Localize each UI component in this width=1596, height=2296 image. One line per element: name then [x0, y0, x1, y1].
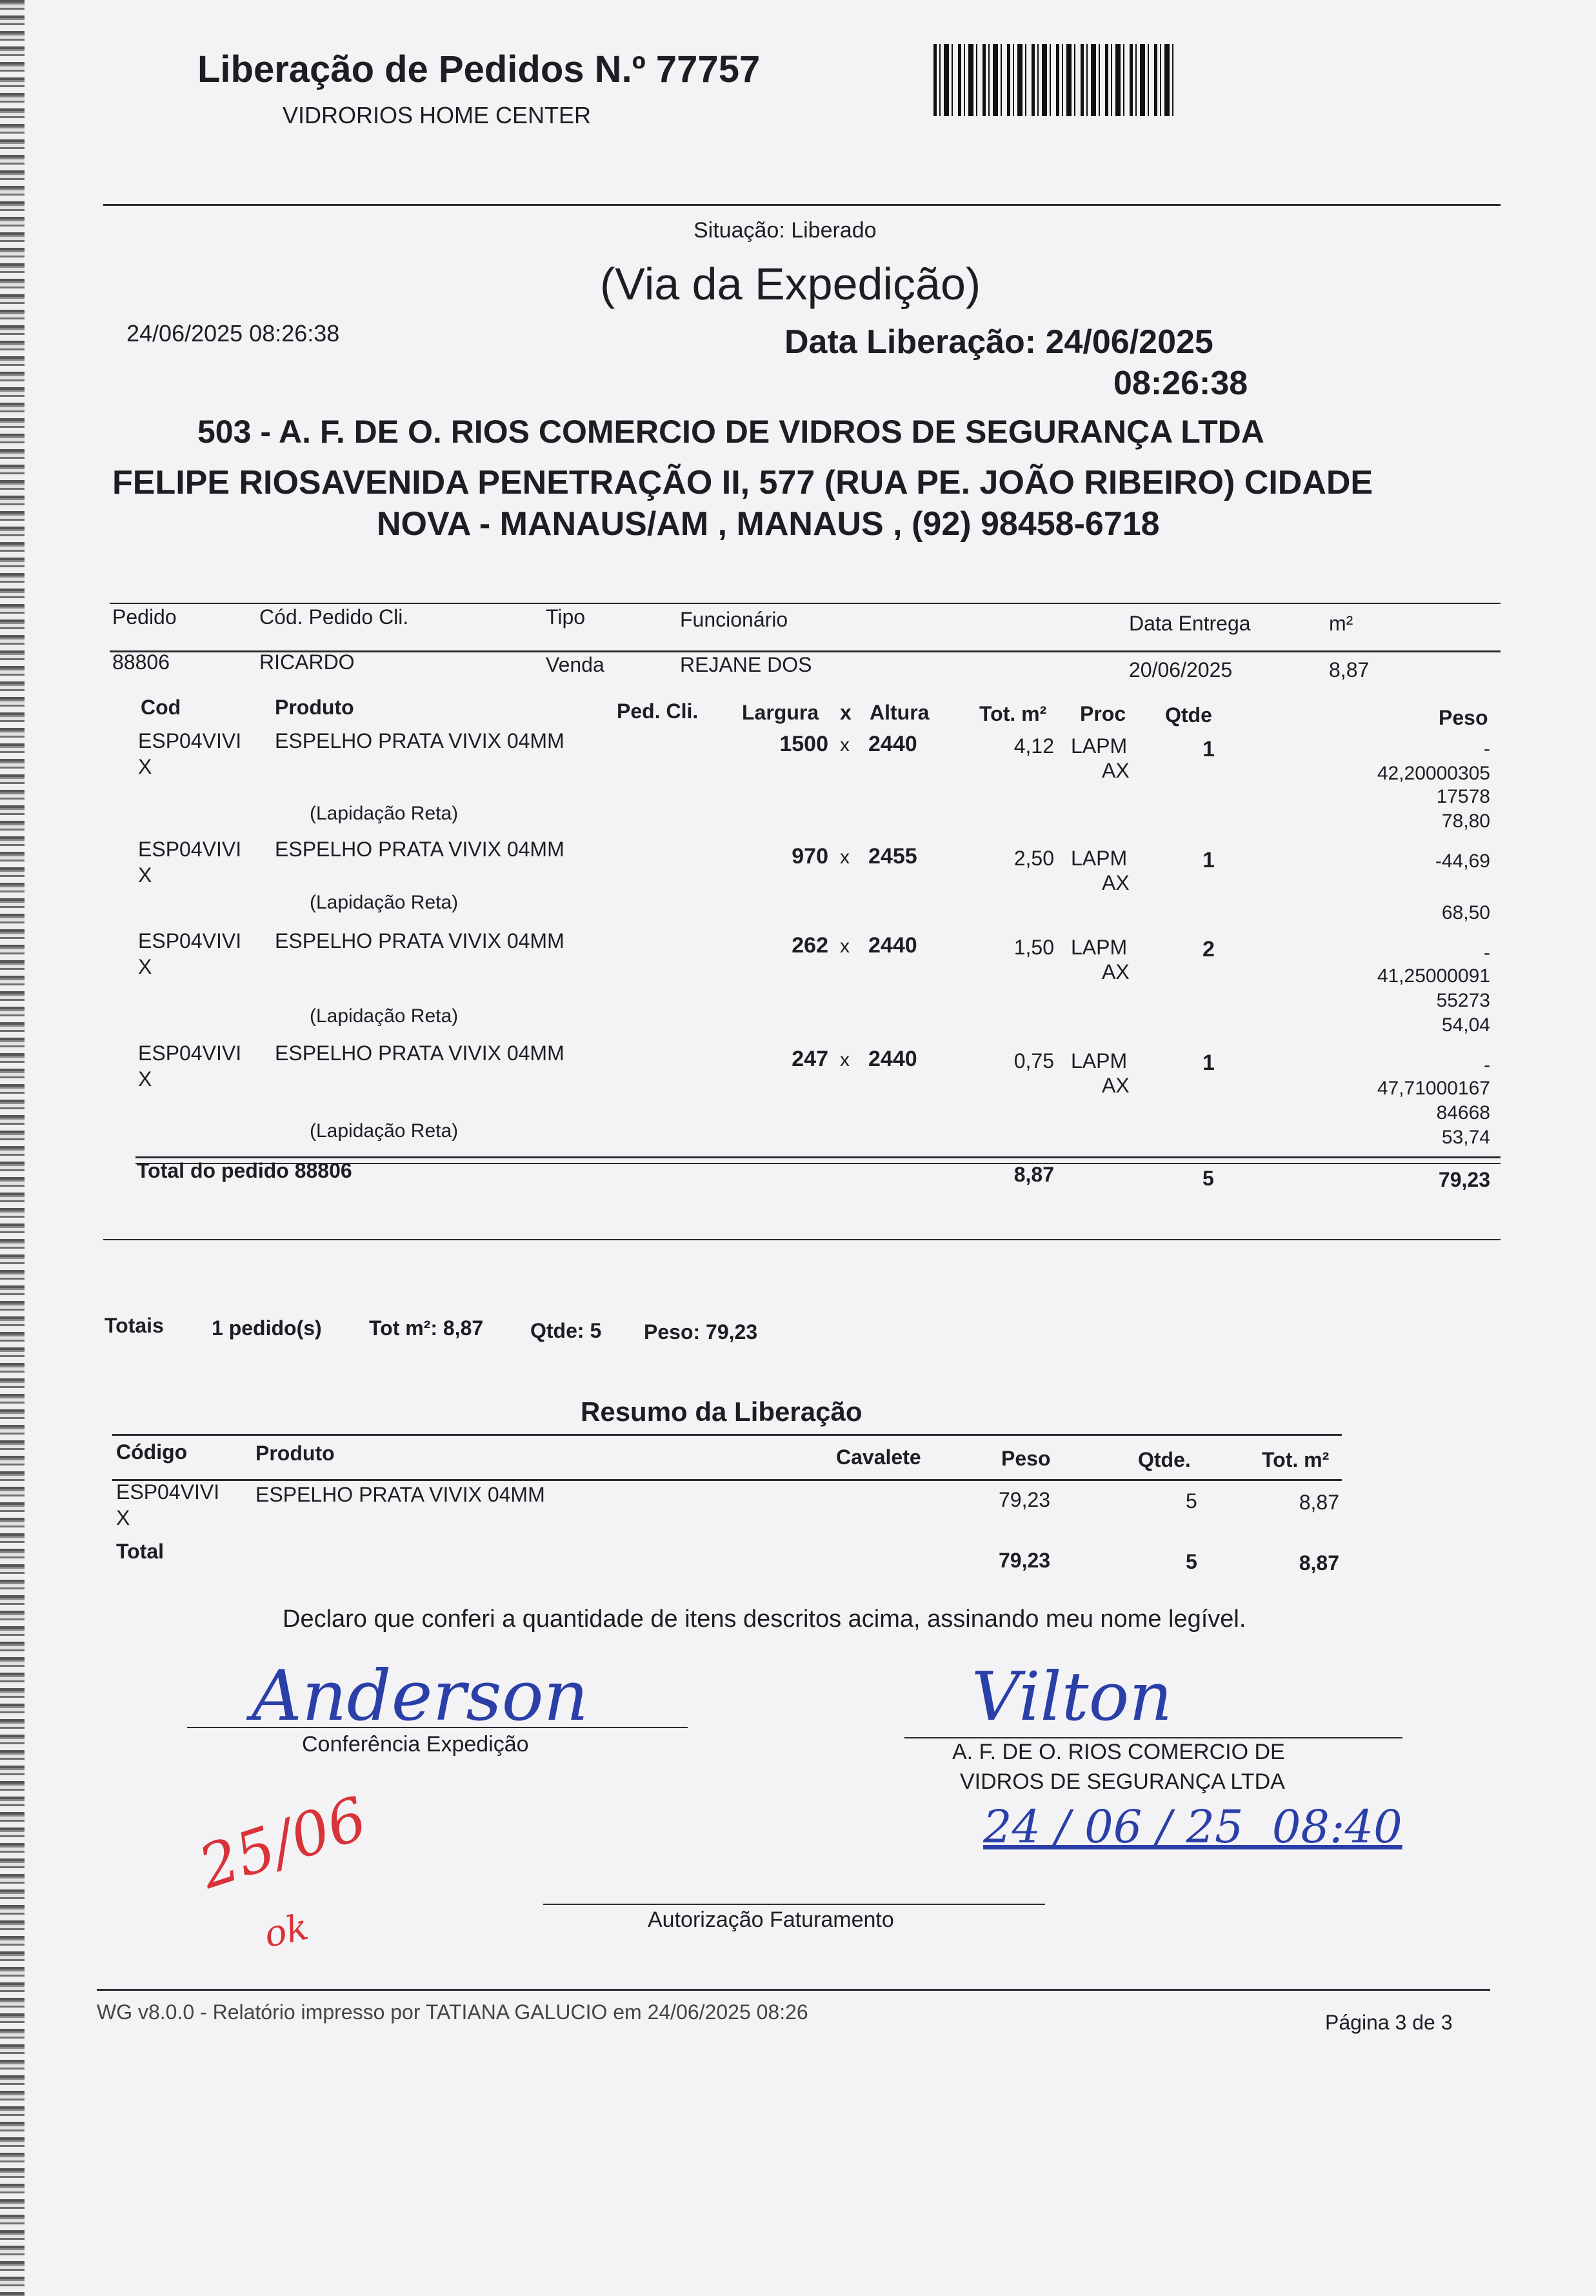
summary-total-tot: 8,87: [1299, 1551, 1339, 1575]
signature-line: [543, 1904, 1045, 1905]
item-proc: LAPM: [1071, 847, 1128, 870]
item-sub: (Lapidação Reta): [310, 1120, 459, 1142]
divider: [112, 1479, 1342, 1481]
signature-right-label: A. F. DE O. RIOS COMERCIO DE: [952, 1740, 1285, 1764]
signature-right-label: VIDROS DE SEGURANÇA LTDA: [960, 1769, 1285, 1794]
totals-qtde: Qtde: 5: [530, 1319, 602, 1342]
company-name: VIDRORIOS HOME CENTER: [283, 102, 592, 128]
item-peso: 78,80: [1441, 811, 1490, 832]
items-col-x: x: [840, 701, 852, 724]
item-tot-m2: 0,75: [1013, 1049, 1054, 1072]
item-proc: AX: [1102, 1074, 1130, 1097]
customer-name: 503 - A. F. DE O. RIOS COMERCIO DE VIDROS DE SEGURANÇA LTDA: [197, 414, 1264, 450]
barcode-image: [933, 44, 1179, 116]
totals-m2: Tot m²: 8,87: [369, 1316, 484, 1340]
summary-total-peso: 79,23: [999, 1549, 1051, 1572]
signature-line: [904, 1737, 1402, 1738]
summary-codigo: X: [116, 1506, 130, 1529]
summary-qtde: 5: [1186, 1489, 1197, 1513]
item-cod: ESP04VIVI: [138, 729, 242, 752]
item-proc: LAPM: [1071, 936, 1128, 959]
employee: REJANE DOS: [680, 653, 812, 676]
item-qtde: 1: [1202, 737, 1215, 761]
client-order-code: RICARDO: [259, 650, 355, 674]
items-col-qtde: Qtde: [1165, 703, 1212, 727]
item-produto: ESPELHO PRATA VIVIX 04MM: [275, 729, 564, 752]
authorization-label: Autorização Faturamento: [648, 1908, 894, 1932]
item-x: x: [840, 1049, 850, 1071]
item-largura: 262: [792, 933, 828, 958]
item-proc: AX: [1102, 871, 1130, 894]
items-col-ped-cli: Ped. Cli.: [617, 700, 699, 723]
item-cod: X: [138, 1067, 152, 1091]
summary-total-label: Total: [116, 1540, 165, 1563]
divider: [112, 1434, 1342, 1436]
item-altura: 2440: [868, 1047, 917, 1071]
totals-peso: Peso: 79,23: [644, 1320, 758, 1344]
item-cod: ESP04VIVI: [138, 838, 242, 861]
order-total-peso: 79,23: [1438, 1168, 1490, 1191]
summary-col-codigo: Código: [116, 1440, 188, 1464]
stamp-date: 25/06: [191, 1784, 375, 1902]
item-altura: 2455: [868, 844, 917, 869]
item-peso: 47,71000167: [1377, 1078, 1490, 1099]
items-col-altura: Altura: [870, 701, 930, 724]
item-qtde: 1: [1202, 1051, 1215, 1075]
item-proc: LAPM: [1071, 1049, 1128, 1072]
item-peso: 55273: [1436, 990, 1490, 1011]
handwritten-signature-left: Anderson: [252, 1656, 589, 1737]
item-peso: 54,04: [1441, 1014, 1490, 1036]
item-proc: AX: [1102, 960, 1130, 983]
signature-left-label: Conferência Expedição: [302, 1732, 529, 1757]
col-label-cod-cli: Cód. Pedido Cli.: [259, 605, 409, 629]
footer-print-info: WG v8.0.0 - Relatório impresso por TATIANA GALUCIO em 24/06/2025 08:26: [97, 2000, 808, 2024]
items-col-largura: Largura: [742, 701, 819, 724]
item-peso: 41,25000091: [1377, 965, 1490, 987]
item-tot-m2: 2,50: [1013, 847, 1054, 870]
handwritten-date: 24 / 06 / 25 08:40: [983, 1800, 1402, 1853]
declaration-text: Declaro que conferi a quantidade de itens descritos acima, assinando meu nome legível.: [283, 1606, 1246, 1633]
item-x: x: [840, 847, 850, 868]
col-label-pedido: Pedido: [112, 605, 177, 629]
col-label-data-entrega: Data Entrega: [1129, 612, 1251, 635]
item-cod: X: [138, 863, 152, 887]
item-largura: 1500: [779, 732, 828, 756]
order-number: 88806: [112, 650, 170, 674]
item-x: x: [840, 936, 850, 957]
item-cod: X: [138, 755, 152, 778]
item-peso: 53,74: [1441, 1127, 1490, 1148]
summary-col-tot-m2: Tot. m²: [1262, 1448, 1330, 1471]
col-label-tipo: Tipo: [546, 605, 586, 629]
summary-col-produto: Produto: [255, 1442, 335, 1465]
order-total-qtde: 5: [1202, 1167, 1214, 1190]
customer-address-1: FELIPE RIOSAVENIDA PENETRAÇÃO II, 577 (RUA PE. JOÃO RIBEIRO) CIDADE: [112, 464, 1373, 501]
items-col-proc: Proc: [1080, 702, 1126, 725]
divider: [103, 204, 1501, 206]
item-largura: 970: [792, 844, 828, 869]
stamp-ok: ok: [260, 1906, 312, 1957]
item-produto: ESPELHO PRATA VIVIX 04MM: [275, 838, 564, 861]
summary-peso: 79,23: [999, 1488, 1051, 1511]
item-altura: 2440: [868, 933, 917, 958]
totals-pedidos: 1 pedido(s): [212, 1316, 322, 1340]
divider: [97, 1989, 1490, 1991]
item-proc: AX: [1102, 759, 1130, 782]
print-datetime: 24/06/2025 08:26:38: [126, 320, 340, 347]
via-label: (Via da Expedição): [600, 259, 981, 309]
divider: [103, 1239, 1501, 1240]
release-date: Data Liberação: 24/06/2025: [784, 323, 1213, 361]
item-sub: (Lapidação Reta): [310, 892, 459, 913]
summary-col-qtde: Qtde.: [1138, 1448, 1191, 1471]
item-peso: 17578: [1436, 786, 1490, 807]
item-peso: -: [1484, 942, 1490, 963]
summary-col-cavalete: Cavalete: [836, 1445, 921, 1469]
item-tot-m2: 1,50: [1013, 936, 1054, 959]
item-largura: 247: [792, 1047, 828, 1071]
page-number: Página 3 de 3: [1325, 2011, 1453, 2034]
summary-tot-m2: 8,87: [1299, 1491, 1339, 1514]
item-produto: ESPELHO PRATA VIVIX 04MM: [275, 1042, 564, 1065]
order-m2: 8,87: [1329, 658, 1370, 681]
handwritten-signature-right: Vilton: [972, 1657, 1173, 1736]
items-col-tot-m2: Tot. m²: [979, 702, 1047, 725]
divider: [135, 1156, 1501, 1158]
col-label-funcionario: Funcionário: [680, 608, 788, 631]
item-produto: ESPELHO PRATA VIVIX 04MM: [275, 929, 564, 952]
summary-produto: ESPELHO PRATA VIVIX 04MM: [255, 1483, 545, 1506]
summary-col-peso: Peso: [1001, 1447, 1051, 1470]
item-cod: ESP04VIVI: [138, 929, 242, 952]
divider: [110, 603, 1501, 604]
item-peso: 84668: [1436, 1102, 1490, 1123]
customer-address-2: NOVA - MANAUS/AM , MANAUS , (92) 98458-6718: [377, 505, 1160, 543]
scan-edge-artifact: [0, 0, 25, 2296]
item-peso: -: [1484, 738, 1490, 760]
item-sub: (Lapidação Reta): [310, 803, 459, 824]
item-cod: ESP04VIVI: [138, 1042, 242, 1065]
items-col-cod: Cod: [141, 696, 181, 719]
order-type: Venda: [546, 653, 604, 676]
delivery-date: 20/06/2025: [1129, 658, 1233, 681]
order-total-m2: 8,87: [1013, 1163, 1054, 1186]
item-peso: 68,50: [1441, 902, 1490, 923]
status-text: Situação: Liberado: [693, 218, 877, 243]
signature-line: [187, 1727, 688, 1728]
order-total-label: Total do pedido 88806: [137, 1159, 352, 1182]
item-peso: -44,69: [1435, 851, 1490, 872]
item-x: x: [840, 734, 850, 756]
item-qtde: 1: [1202, 848, 1215, 872]
item-cod: X: [138, 955, 152, 978]
col-label-m2: m²: [1329, 612, 1353, 635]
item-qtde: 2: [1202, 937, 1215, 962]
summary-title: Resumo da Liberação: [581, 1396, 863, 1427]
item-peso: -: [1484, 1054, 1490, 1076]
summary-codigo: ESP04VIVI: [116, 1480, 220, 1504]
release-time: 08:26:38: [1113, 365, 1248, 402]
item-peso: 42,20000305: [1377, 763, 1490, 784]
item-sub: (Lapidação Reta): [310, 1005, 459, 1027]
document-title: Liberação de Pedidos N.º 77757: [197, 48, 761, 90]
totals-label: Totais: [105, 1314, 164, 1337]
summary-total-qtde: 5: [1186, 1550, 1197, 1573]
items-col-produto: Produto: [275, 696, 354, 719]
item-altura: 2440: [868, 732, 917, 756]
items-col-peso: Peso: [1439, 706, 1488, 729]
item-proc: LAPM: [1071, 734, 1128, 758]
item-tot-m2: 4,12: [1013, 734, 1054, 758]
